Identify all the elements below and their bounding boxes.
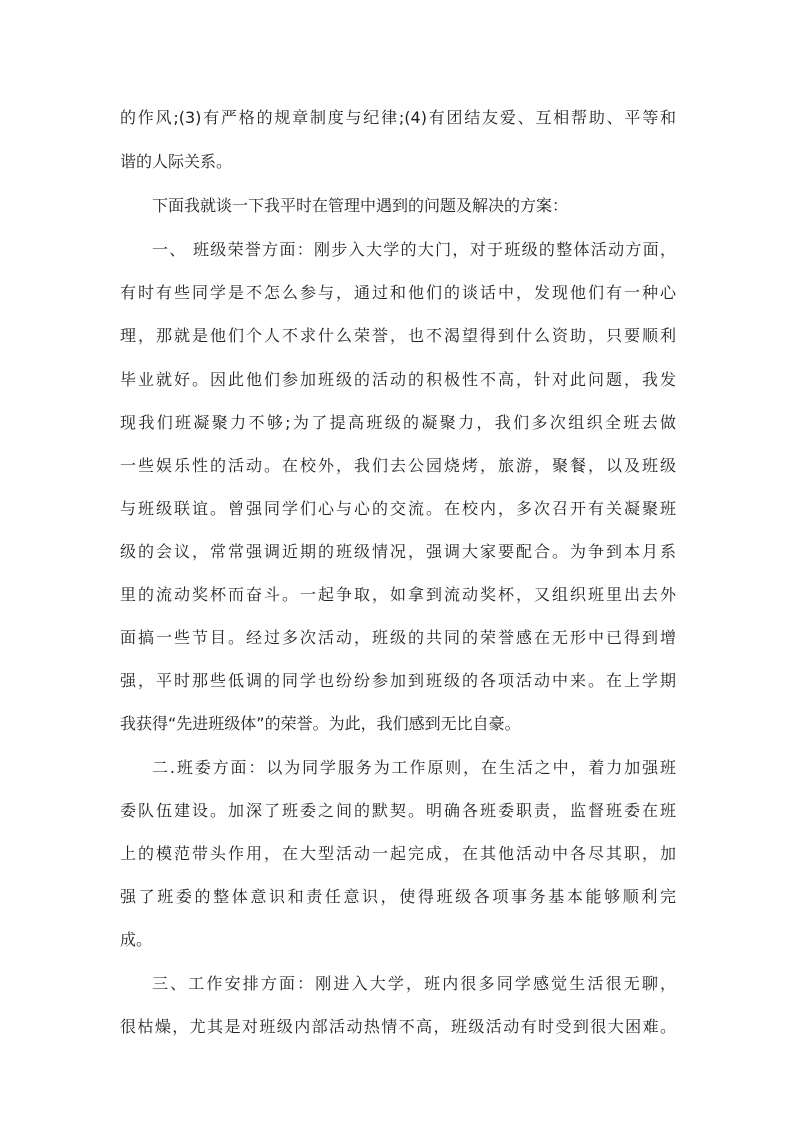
text-line: 毕业就好。因此他们参加班级的活动的积极性不高，针对此问题，我发	[120, 370, 676, 389]
text-line: 现我们班凝聚力不够;为了提高班级的凝聚力，我们多次组织全班去做	[120, 413, 676, 432]
text-line: 理，那就是他们个人不求什么荣誉，也不渴望得到什么资助，只要顺利	[120, 326, 676, 345]
text-line: 的作风;(3)有严格的规章制度与纪律;(4)有团结友爱、互相帮助、平等和	[120, 108, 676, 127]
paragraph-start-line: 二.班委方面：以为同学服务为工作原则，在生活之中，着力加强班	[152, 758, 676, 777]
text-line: 上的模范带头作用，在大型活动一起完成，在其他活动中各尽其职，加	[120, 844, 676, 863]
paragraph-start-line: 一、 班级荣誉方面：刚步入大学的大门，对于班级的整体活动方面，	[152, 240, 676, 259]
text-line: 里的流动奖杯而奋斗。一起争取，如拿到流动奖杯，又组织班里出去外	[120, 585, 676, 604]
text-line: 委队伍建设。加深了班委之间的默契。明确各班委职责，监督班委在班	[120, 801, 676, 820]
paragraph-start-line: 三、工作安排方面：刚进入大学，班内很多同学感觉生活很无聊，	[152, 974, 676, 993]
text-line: 强，平时那些低调的同学也纷纷参加到班级的各项活动中来。在上学期	[120, 671, 676, 690]
paragraph-start-line: 下面我就谈一下我平时在管理中遇到的问题及解决的方案：	[152, 196, 569, 215]
text-line: 很枯燥，尤其是对班级内部活动热情不高，班级活动有时受到很大困难。	[120, 1017, 676, 1036]
text-line: 面搞一些节目。经过多次活动，班级的共同的荣誉感在无形中已得到增	[120, 628, 676, 647]
text-line: 一些娱乐性的活动。在校外，我们去公园烧烤，旅游，聚餐，以及班级	[120, 456, 676, 475]
text-line: 成。	[120, 930, 153, 949]
text-line: 强了班委的整体意识和责任意识，使得班级各项事务基本能够顺利完	[120, 887, 676, 906]
text-line: 级的会议，常常强调近期的班级情况，强调大家要配合。为争到本月系	[120, 542, 676, 561]
text-line: 谐的人际关系。	[120, 152, 233, 171]
text-line: 有时有些同学是不怎么参与，通过和他们的谈话中，发现他们有一种心	[120, 283, 676, 302]
text-line: 与班级联谊。曾强同学们心与心的交流。在校内，多次召开有关凝聚班	[120, 499, 676, 518]
text-line: 我获得“先进班级体”的荣誉。为此，我们感到无比自豪。	[120, 714, 521, 733]
